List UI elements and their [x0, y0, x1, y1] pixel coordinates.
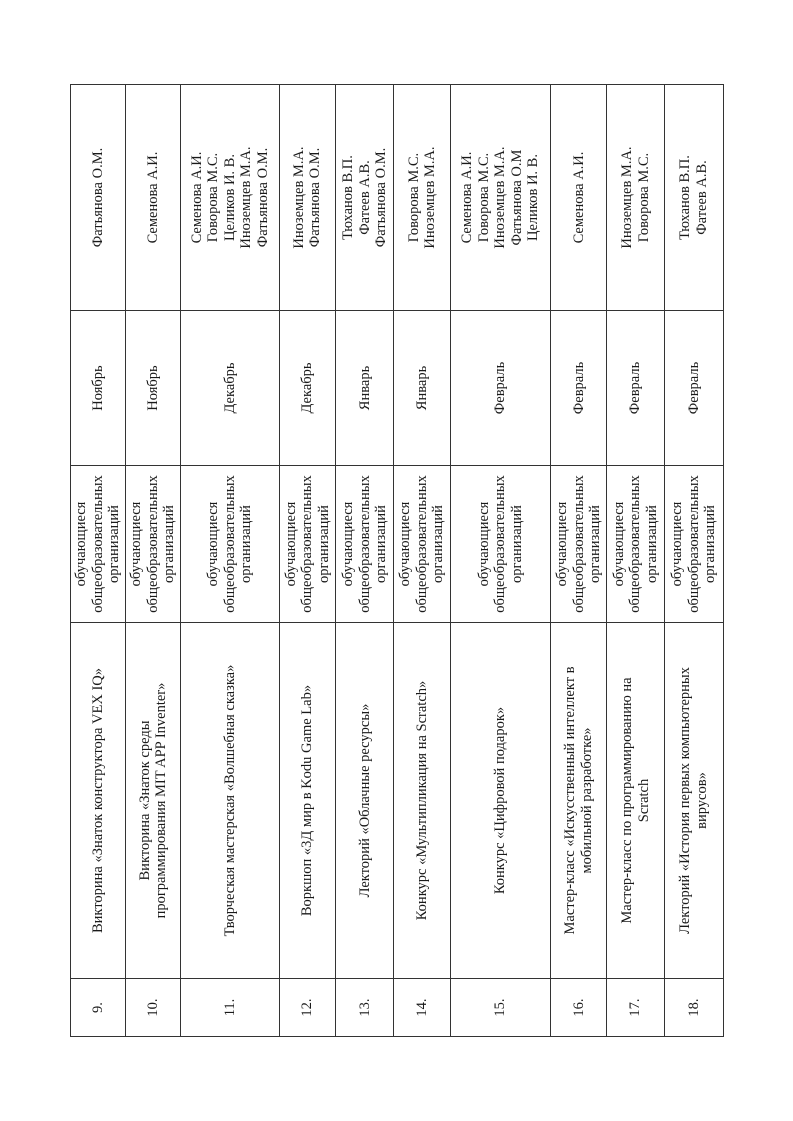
rotated-table-container — [70, 85, 724, 1037]
row-number: 9. — [71, 979, 126, 1037]
table-row — [607, 85, 665, 1037]
event-date: Январь — [336, 311, 394, 466]
event-name: Лекторий «Облачные ресурсы» — [336, 623, 394, 979]
table-row — [394, 85, 451, 1037]
event-responsible: Тюханов В.П. Фатеев А.В. Фатьянова О.М. — [336, 85, 394, 311]
table-row — [450, 85, 550, 1037]
event-responsible: Иноземцев М.А. Фатьянова О.М. — [279, 85, 336, 311]
event-responsible: Семенова А.И. — [551, 85, 607, 311]
event-audience: обучающиеся общеобразовательных организаций — [450, 466, 550, 623]
event-audience: обучающиеся общеобразовательных организаций — [181, 466, 279, 623]
event-responsible: Фатьянова О.М. — [71, 85, 126, 311]
event-date: Ноябрь — [71, 311, 126, 466]
event-name: Воркшоп «3Д мир в Kodu Game Lab» — [279, 623, 336, 979]
event-date: Декабрь — [279, 311, 336, 466]
events-table — [70, 84, 724, 1037]
document-page — [70, 85, 724, 1037]
table-row — [279, 85, 336, 1037]
event-responsible: Семенова А.И. Говорова М.С. Иноземцев М.А. Фатьянова О.М Целиков И. В. — [450, 85, 550, 311]
event-responsible: Говорова М.С. Иноземцев М.А. — [394, 85, 451, 311]
event-date: Февраль — [450, 311, 550, 466]
event-date: Февраль — [551, 311, 607, 466]
row-number: 18. — [664, 979, 723, 1037]
event-audience: обучающиеся общеобразовательных организаций — [126, 466, 181, 623]
row-number: 14. — [394, 979, 451, 1037]
event-name: Викторина «Знаток конструктора VEX IQ» — [71, 623, 126, 979]
row-number: 10. — [126, 979, 181, 1037]
event-audience: обучающиеся общеобразовательных организаций — [394, 466, 451, 623]
event-audience: обучающиеся общеобразовательных организаций — [279, 466, 336, 623]
event-name: Творческая мастерская «Волшебная сказка» — [181, 623, 279, 979]
event-responsible: Семенова А.И. Говорова М.С. Целиков И. В. Иноземцев М.А. Фатьянова О.М. — [181, 85, 279, 311]
event-date: Ноябрь — [126, 311, 181, 466]
event-name: Викторина «Знаток среды программирования MIT APP Inventer» — [126, 623, 181, 979]
event-responsible: Иноземцев М.А. Говорова М.С. — [607, 85, 665, 311]
event-audience: обучающиеся общеобразовательных организаций — [551, 466, 607, 623]
event-name: Конкурс «Мультипликация на Scratch» — [394, 623, 451, 979]
event-date: Февраль — [607, 311, 665, 466]
table-row — [336, 85, 394, 1037]
row-number: 13. — [336, 979, 394, 1037]
row-number: 12. — [279, 979, 336, 1037]
event-name: Мастер-класс по программированию на Scratch — [607, 623, 665, 979]
table-row — [664, 85, 723, 1037]
event-date: Февраль — [664, 311, 723, 466]
event-name: Конкурс «Цифровой подарок» — [450, 623, 550, 979]
event-date: Январь — [394, 311, 451, 466]
event-audience: обучающиеся общеобразовательных организаций — [607, 466, 665, 623]
event-audience: обучающиеся общеобразовательных организаций — [664, 466, 723, 623]
event-audience: обучающиеся общеобразовательных организаций — [336, 466, 394, 623]
row-number: 17. — [607, 979, 665, 1037]
table-row — [71, 85, 126, 1037]
event-responsible: Тюханов В.П. Фатеев А.В. — [664, 85, 723, 311]
event-name: Лекторий «История первых компьютерных вирусов» — [664, 623, 723, 979]
row-number: 15. — [450, 979, 550, 1037]
table-row — [126, 85, 181, 1037]
event-name: Мастер-класс «Искусственный интеллект в мобильной разработке» — [551, 623, 607, 979]
event-responsible: Семенова А.И. — [126, 85, 181, 311]
event-date: Декабрь — [181, 311, 279, 466]
row-number: 16. — [551, 979, 607, 1037]
table-row — [551, 85, 607, 1037]
event-audience: обучающиеся общеобразовательных организаций — [71, 466, 126, 623]
table-row — [181, 85, 279, 1037]
row-number: 11. — [181, 979, 279, 1037]
